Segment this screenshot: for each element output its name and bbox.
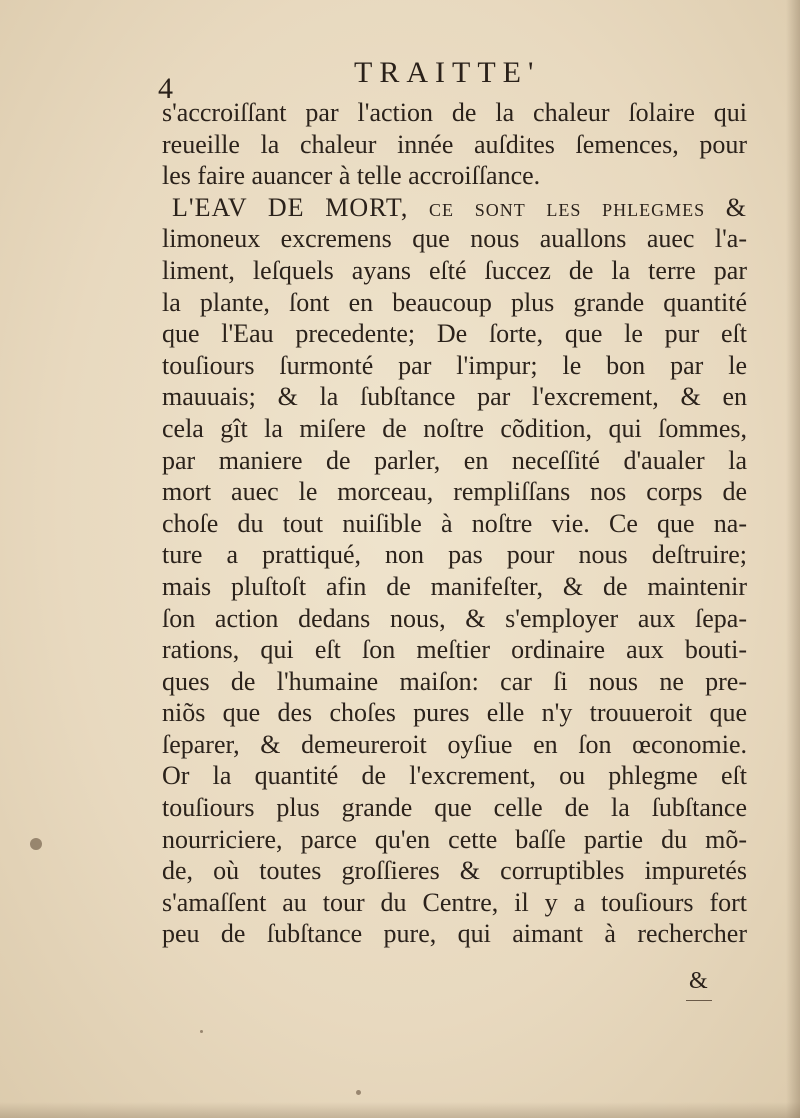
text-line: la plante, ſont en beaucoup plus grande quantité [162,287,747,317]
text-line: cela gît la miſere de noſtre cõdition, qui ſommes, [162,413,747,443]
text-line: rations, qui eſt ſon meſtier ordinaire aux bouti- [162,635,747,665]
text-line: mauuais; & la ſubſtance par l'excrement, & en [162,382,747,412]
text-line: ture a prattiqué, non pas pour nous deſtruire; [162,540,747,570]
text-line: liment, leſquels ayans eſté ſuccez de la terre par [162,255,747,285]
text-line: touſiours ſurmonté par l'impur; le bon par le [162,350,747,380]
text-line: niõs que des choſes pures elle n'y trouueroit que [162,698,747,728]
text-line: touſiours plus grande que celle de la ſubſtance [162,793,747,823]
text-line: que l'Eau precedente; De ſorte, que le pur eſt [162,319,747,349]
text-line: ques de l'humaine maiſon: car ſi nous ne pre- [162,666,747,696]
text-line: mort auec le morceau, rempliſſans nos corps de [162,477,747,507]
text-line: ſon action dedans nous, & s'employer aux ſepa- [162,603,747,633]
page-edge-shadow-right [786,0,800,1118]
catchword-underline [686,1000,712,1001]
text-line: reueille la chaleur innée auſdites ſemences, pour [162,129,747,159]
text-line: par maniere de parler, en neceſſité d'aualer la [162,445,747,475]
text-line: s'accroiſſant par l'action de la chaleur ſolaire qui [162,98,747,127]
text-line: L'EAV DE MORT, ce ſont les phlegmes & [172,192,747,222]
text-line: s'amaſſent au tour du Centre, il y a touſiours fort [162,887,747,917]
text-line: mais pluſtoſt afin de manifeſter, & de maintenir [162,571,747,601]
text-line: de, où toutes groſſieres & corruptibles impuretés [162,856,747,886]
text-line: peu de ſubſtance pure, qui aimant à rechercher [162,919,747,949]
text-line: limoneux excremens que nous auallons auec l'a- [162,224,747,254]
text-line: choſe du tout nuiſible à noſtre vie. Ce que na- [162,508,747,538]
text-line: Or la quantité de l'excrement, ou phlegme eſt [162,761,747,791]
running-head: TRAITTE' [354,56,541,89]
text-line: ſeparer, & demeureroit oyſiue en ſon œconomie. [162,729,747,759]
ink-spot [356,1090,361,1095]
page-number: 4 [158,72,173,105]
ink-spot [30,838,42,850]
text-line: les faire auancer à telle accroiſſance. [162,161,541,191]
page-edge-shadow-bottom [0,1102,800,1118]
catchword: & [689,968,708,994]
body-text [162,97,747,950]
text-line: nourriciere, parce qu'en cette baſſe partie du mõ- [162,824,747,854]
ink-spot [200,1030,203,1033]
